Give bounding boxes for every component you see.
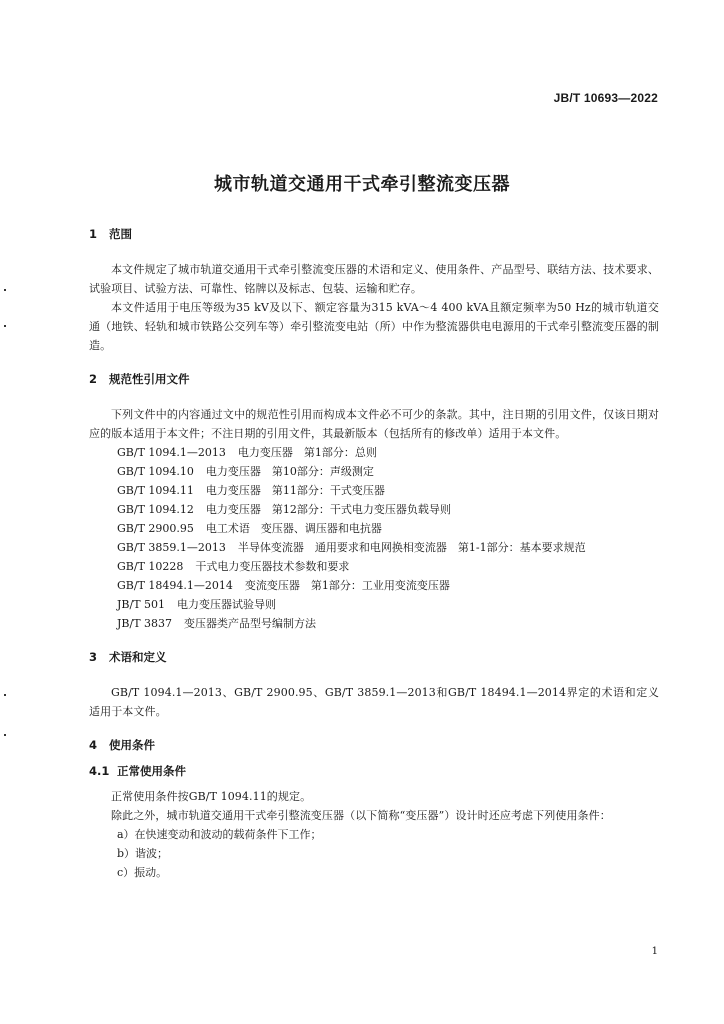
- subsection-4-1-heading: [89, 761, 659, 781]
- document-title: 城市轨道交通用干式牵引整流变压器: [214, 174, 510, 195]
- scan-mark: [4, 694, 6, 696]
- standard-code: JB/T 10693—2022: [553, 91, 658, 105]
- reference-item: [89, 595, 659, 614]
- reference-code: GB/T 1094.11: [117, 484, 194, 497]
- reference-code: GB/T 3859.1—2013: [117, 541, 226, 554]
- reference-code: GB/T 1094.10: [117, 465, 194, 478]
- section-2-heading: [89, 369, 659, 389]
- scan-mark: [4, 734, 6, 736]
- section-3-heading: [89, 647, 659, 667]
- reference-title: 电力变压器 第12部分：干式电力变压器负载导则: [205, 503, 451, 516]
- reference-title: 半导体变流器 通用要求和电网换相变流器 第1-1部分：基本要求规范: [237, 541, 586, 554]
- list-item: b）谐波；: [117, 847, 169, 860]
- reference-item: [89, 481, 659, 500]
- reference-title: 电力变压器试验导则: [177, 598, 277, 611]
- reference-code: GB/T 2900.95: [117, 522, 194, 535]
- subsection-4-1-paragraph-1: 正常使用条件按GB/T 1094.11的规定。: [111, 790, 312, 803]
- reference-code: GB/T 10228: [117, 560, 184, 573]
- reference-title: 变流变压器 第1部分：工业用变流变压器: [244, 579, 450, 592]
- section-number: 3: [89, 650, 98, 664]
- section-2-paragraph-1: 下列文件中的内容通过文中的规范性引用而构成本文件必不可少的条款。其中，注日期的引用文件，仅该日期对应的版本适用于本文件；不注日期的引用文件，其最新版本（包括所有的修改单）适用于本文件。: [89, 408, 659, 440]
- subsection-4-1-paragraph-2: 除此之外，城市轨道交通用干式牵引整流变压器（以下简称“变压器”）设计时还应考虑下列使用条件：: [111, 809, 611, 822]
- reference-item: [89, 519, 659, 538]
- section-4-heading: [89, 735, 659, 755]
- section-title: 使用条件: [109, 738, 155, 752]
- usage-conditions-list: [89, 825, 659, 882]
- scan-mark: [4, 325, 6, 327]
- page-number: 1: [651, 946, 658, 957]
- reference-code: GB/T 18494.1—2014: [117, 579, 233, 592]
- section-3-paragraph-1: GB/T 1094.1—2013、GB/T 2900.95、GB/T 3859.1—2013和GB/T 18494.1—2014界定的术语和定义适用于本文件。: [89, 686, 659, 718]
- section-number: 2: [89, 372, 98, 386]
- section-1-heading: [89, 224, 659, 244]
- reference-code: GB/T 1094.1—2013: [117, 446, 226, 459]
- reference-item: [89, 557, 659, 576]
- reference-title: 电力变压器 第11部分：干式变压器: [205, 484, 385, 497]
- reference-item: [89, 614, 659, 633]
- scan-mark: [4, 289, 6, 291]
- section-number: 4: [89, 738, 98, 752]
- reference-title: 电力变压器 第10部分：声级测定: [205, 465, 374, 478]
- reference-code: JB/T 501: [117, 598, 166, 611]
- normative-references-list: [89, 443, 659, 633]
- reference-item: [89, 576, 659, 595]
- list-item: a）在快速变动和波动的载荷条件下工作；: [117, 828, 322, 841]
- reference-item: [89, 443, 659, 462]
- section-1-paragraph-1: 本文件规定了城市轨道交通用干式牵引整流变压器的术语和定义、使用条件、产品型号、联结方法、技术要求、试验项目、试验方法、可靠性、铭牌以及标志、包装、运输和贮存。: [89, 263, 659, 295]
- reference-title: 电力变压器 第1部分：总则: [237, 446, 377, 459]
- reference-item: [89, 462, 659, 481]
- section-1-paragraph-2: 本文件适用于电压等级为35 kV及以下、额定容量为315 kVA～4 400 kVA且额定频率为50 Hz的城市轨道交通（地铁、轻轨和城市铁路公交列车等）牵引整流变电站（所）中作为整流器供电电源用的干式牵引整流变压器的制造。: [89, 301, 659, 352]
- section-title: 规范性引用文件: [109, 372, 190, 386]
- subsection-title: 正常使用条件: [117, 764, 186, 778]
- section-number: 1: [89, 227, 98, 241]
- list-item: c）振动。: [117, 866, 168, 879]
- section-title: 范围: [109, 227, 132, 241]
- reference-item: [89, 538, 659, 557]
- reference-title: 干式电力变压器技术参数和要求: [195, 560, 350, 573]
- reference-code: GB/T 1094.12: [117, 503, 194, 516]
- reference-title: 变压器类产品型号编制方法: [184, 617, 317, 630]
- section-title: 术语和定义: [109, 650, 167, 664]
- document-body: [89, 224, 659, 882]
- reference-title: 电工术语 变压器、调压器和电抗器: [205, 522, 382, 535]
- subsection-number: 4.1: [89, 764, 110, 778]
- reference-code: JB/T 3837: [117, 617, 173, 630]
- reference-item: [89, 500, 659, 519]
